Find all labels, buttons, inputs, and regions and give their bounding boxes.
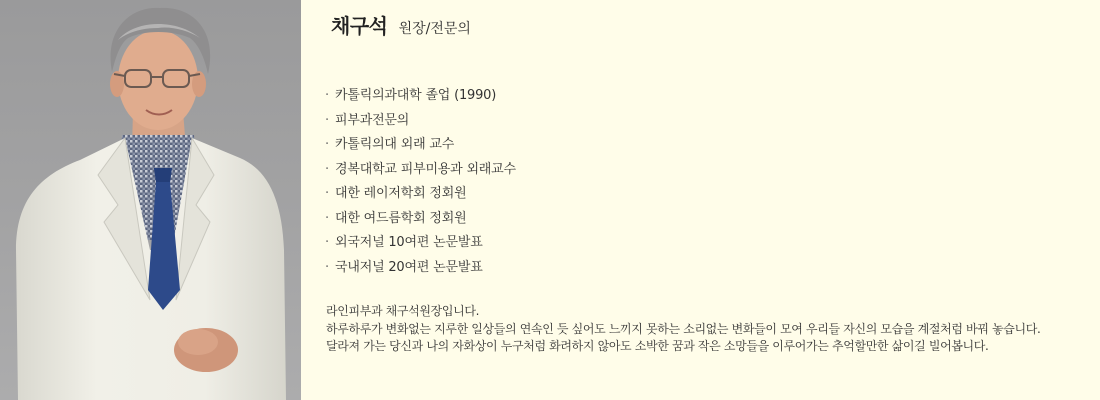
doctor-name: 채구석 (331, 14, 388, 38)
bullet-icon: · (325, 259, 329, 275)
credential-text: 카톨릭의과대학 졸업 (1990) (335, 88, 497, 103)
doctor-introduction (326, 303, 1096, 356)
bullet-icon: · (325, 210, 329, 226)
bullet-icon: · (325, 88, 329, 103)
credential-item (325, 109, 516, 134)
credential-text: 피부과전문의 (335, 112, 410, 128)
credential-item (325, 84, 516, 109)
credential-text: 카톨릭의대 외래 교수 (335, 137, 455, 152)
credential-item (325, 133, 516, 158)
credential-text: 대한 레이저학회 정회원 (335, 186, 467, 201)
bullet-icon: · (325, 235, 329, 250)
credential-item (325, 182, 516, 207)
credential-text: 국내저널 20여편 논문발표 (335, 259, 483, 275)
bullet-icon: · (325, 137, 329, 152)
bullet-icon: · (325, 112, 329, 128)
credential-item (325, 256, 516, 281)
credential-item (325, 207, 516, 232)
profile-content (301, 0, 1100, 400)
bullet-icon: · (325, 186, 329, 201)
credential-item (325, 158, 516, 183)
intro-line: 달라져 가는 당신과 나의 자화상이 누구처럼 화려하지 않아도 소박한 꿈과 작은 소망들을 이루어가는 추억할만한 삶이길 빌어봅니다. (326, 339, 989, 353)
intro-line: 라인피부과 채구석원장입니다. (326, 304, 480, 318)
profile-heading (331, 10, 471, 39)
doctor-portrait-image (0, 0, 301, 400)
credentials-list (325, 84, 516, 280)
credential-text: 경복대학교 피부미용과 외래교수 (335, 161, 516, 177)
intro-line: 하루하루가 변화없는 지루한 일상들의 연속인 듯 싶어도 느끼지 못하는 소리없는 변화들이 모여 우리들 자신의 모습을 계절처럼 바꿔 놓습니다. (326, 321, 1041, 336)
doctor-title: 원장/전문의 (398, 21, 471, 37)
bullet-icon: · (325, 161, 329, 177)
doctor-photo (0, 0, 301, 400)
credential-text: 외국저널 10여편 논문발표 (335, 235, 483, 250)
credential-item (325, 231, 516, 256)
credential-text: 대한 여드름학회 정회원 (335, 210, 467, 226)
